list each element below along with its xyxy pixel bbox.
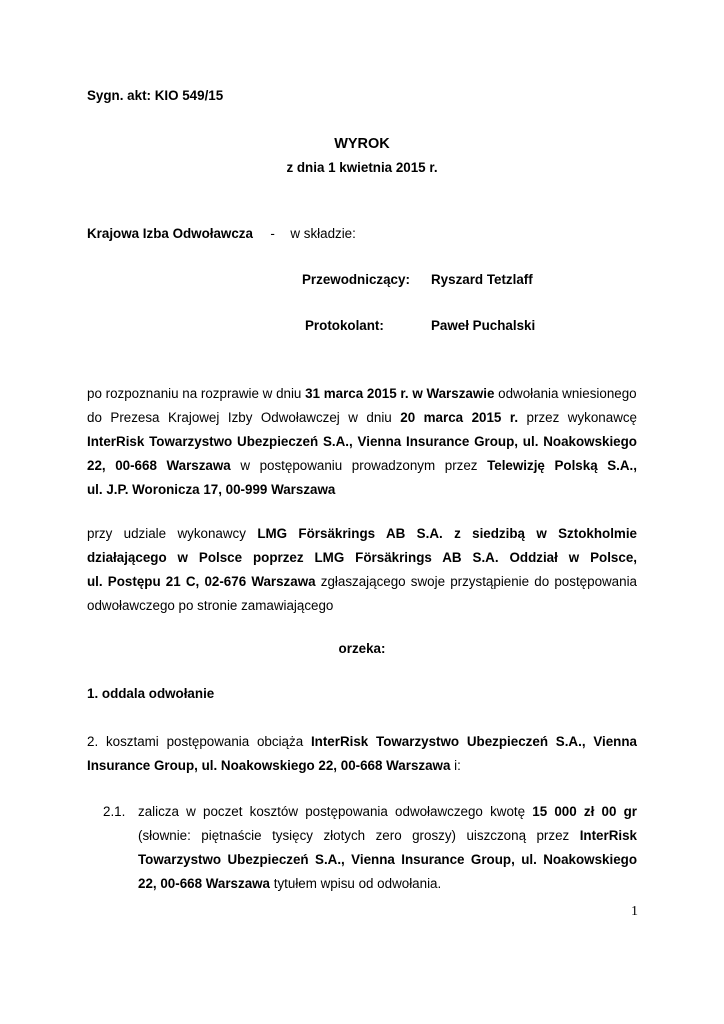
participation-line-2: działającego w Polsce poprzez LMG Försäkrings AB S.A. Oddział w Polsce, xyxy=(87,550,637,565)
point2-line-2 xyxy=(87,754,637,778)
participation-line-3 xyxy=(87,570,637,594)
intro-line-4 xyxy=(87,454,637,478)
cost-party-address: Insurance Group, ul. Noakowskiego 22, 00-668 Warszawa xyxy=(87,758,451,773)
point2-text: i: xyxy=(450,758,461,773)
hearing-date: 31 marca 2015 r. w Warszawie xyxy=(305,386,495,401)
participation-paragraph xyxy=(87,522,637,618)
point21-line-4 xyxy=(138,872,637,896)
intervener-name: LMG Försäkrings AB S.A. z siedzibą w Sztokholmie xyxy=(257,526,637,541)
participation-text: przy udziale wykonawcy xyxy=(87,526,258,541)
filing-date: 20 marca 2015 r. xyxy=(400,410,519,425)
intro-text: w postępowaniu prowadzonym przez xyxy=(230,458,488,473)
intervener-address: ul. Postępu 21 C, 02-676 Warszawa xyxy=(87,574,316,589)
cost-party: InterRisk Towarzystwo Ubezpieczeń S.A., Vienna xyxy=(310,734,637,749)
chair-label: Przewodniczący: xyxy=(302,272,410,287)
intro-line-3: InterRisk Towarzystwo Ubezpieczeń S.A., Vienna Insurance Group, ul. Noakowskiego xyxy=(87,434,637,449)
point21-number: 2.1. xyxy=(103,804,126,819)
judgment-heading: WYROK xyxy=(334,136,390,152)
payer-address: 22, 00-668 Warszawa xyxy=(138,876,271,891)
point21-line-2 xyxy=(138,824,637,848)
intro-line-5: ul. J.P. Woronicza 17, 00-999 Warszawa xyxy=(87,482,336,497)
participation-line-4: odwoławczego po stronie zamawiającego xyxy=(87,598,334,613)
clerk-label: Protokolant: xyxy=(305,318,384,333)
contracting-authority: Telewizję Polską S.A., xyxy=(487,458,637,473)
participation-text: zgłaszającego swoje przystąpienie do postępowania xyxy=(315,574,637,589)
chair-name: Ryszard Tetzlaff xyxy=(431,272,533,287)
point21-text: zalicza w poczet kosztów postępowania odwoławczego kwotę xyxy=(138,804,533,819)
intro-text: do Prezesa Krajowej Izby Odwoławczej w dniu xyxy=(87,410,401,425)
clerk-name: Paweł Puchalski xyxy=(431,318,536,333)
intro-text: po rozpoznaniu na rozprawie w dniu xyxy=(87,386,306,401)
point2-text: 2. kosztami postępowania obciąża xyxy=(87,734,311,749)
panel-line xyxy=(87,222,356,246)
point2-line-1 xyxy=(87,730,637,754)
intro-paragraph xyxy=(87,382,637,502)
point21-text: tytułem wpisu od odwołania. xyxy=(270,876,442,891)
case-signature: Sygn. akt: KIO 549/15 xyxy=(87,88,224,103)
ruling-point-1: 1. oddala odwołanie xyxy=(87,686,215,701)
intro-line-2 xyxy=(87,406,637,430)
chamber-name: Krajowa Izba Odwoławcza xyxy=(87,226,253,241)
point21-text: (słownie: piętnaście tysięcy złotych zero groszy) uiszczoną przez xyxy=(138,828,580,843)
ruling-point-2 xyxy=(87,730,637,778)
point21-line-3: Towarzystwo Ubezpieczeń S.A., Vienna Insurance Group, ul. Noakowskiego xyxy=(138,852,637,867)
panel-composition: w składzie: xyxy=(290,226,356,241)
point21-line-1 xyxy=(138,800,637,824)
payer-name: InterRisk xyxy=(579,828,637,843)
appellant-address: 22, 00-668 Warszawa xyxy=(87,458,231,473)
panel-separator: - xyxy=(270,226,275,241)
ruling-heading: orzeka: xyxy=(338,641,386,656)
participation-line-1 xyxy=(87,522,637,546)
intro-text: przez wykonawcę xyxy=(518,410,638,425)
fee-amount: 15 000 zł 00 gr xyxy=(532,804,637,819)
judgment-date: z dnia 1 kwietnia 2015 r. xyxy=(286,160,438,175)
intro-line-1 xyxy=(87,382,637,406)
page-number: 1 xyxy=(631,904,638,919)
intro-text: odwołania wniesionego xyxy=(494,386,637,401)
ruling-point-2-1 xyxy=(138,800,637,896)
